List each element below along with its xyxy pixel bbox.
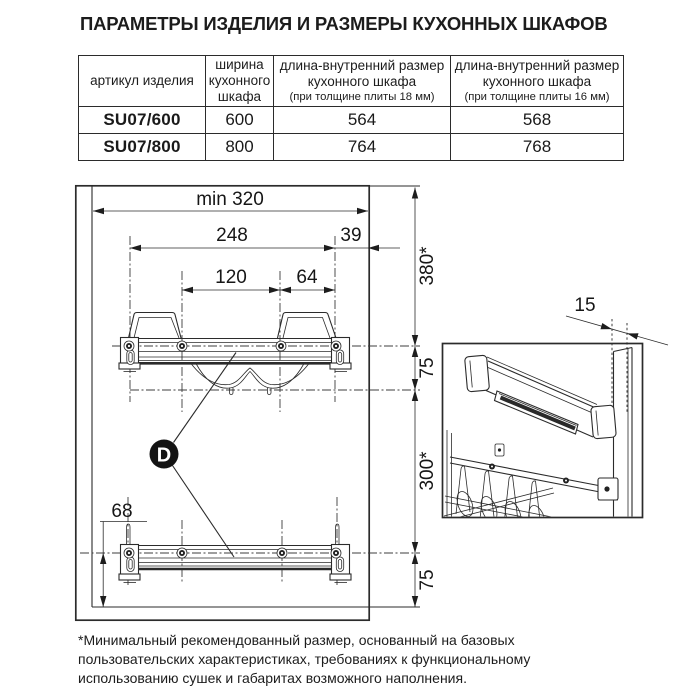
inset-drip-tray — [495, 391, 579, 434]
table-header-row — [79, 56, 624, 107]
dim-min320-label: min 320 — [196, 189, 264, 210]
dimension-15 — [566, 295, 668, 414]
header-article — [79, 56, 206, 107]
length16-cell: 568 — [451, 106, 624, 133]
page-title: ПАРАМЕТРЫ ИЗДЕЛИЯ И РАЗМЕРЫ КУХОННЫХ ШКАФОВ — [80, 13, 608, 34]
dim-248-label: 248 — [216, 225, 248, 246]
inset-mounting-plate — [465, 355, 617, 439]
dim-39-label: 39 — [340, 225, 362, 246]
dim-75-bottom-label: 75 — [417, 569, 438, 591]
table-row — [79, 133, 624, 160]
technical-drawing — [0, 160, 700, 630]
length16-cell: 768 — [451, 133, 624, 160]
dim-300-label: 300* — [417, 451, 438, 491]
detail-callout-d — [150, 353, 237, 558]
header-article-label: артикул изделия — [90, 72, 194, 88]
header-cabinet-width — [206, 56, 274, 107]
dimension-min320 — [93, 189, 368, 214]
header-length-16-sub: (при толщине плиты 16 мм) — [464, 90, 610, 103]
dimension-chain-right — [412, 188, 438, 608]
width-cell: 600 — [206, 106, 274, 133]
table-row — [79, 106, 624, 133]
length18-cell: 564 — [274, 106, 451, 133]
header-length-16-label: длина-внутренний размер кухонного шкафа — [454, 57, 620, 89]
header-length-18-label: длина-внутренний размер кухонного шкафа — [279, 57, 445, 89]
article-cell: SU07/600 — [79, 106, 206, 133]
dim-380-label: 380* — [417, 246, 438, 286]
dim-64-label: 64 — [296, 267, 318, 288]
dimension-39 — [340, 225, 379, 251]
header-length-18 — [274, 56, 451, 107]
dim-15-label: 15 — [574, 295, 596, 316]
header-cabinet-width-label: ширина кухонного шкафа — [208, 57, 271, 104]
footnote: *Минимальный рекомендованный размер, основанный на базовых пользовательских характеристиках, требованиях к функциональному использованию сушек и габаритах возможного наполнения. — [78, 632, 531, 687]
article-cell: SU07/800 — [79, 133, 206, 160]
header-length-18-sub: (при толщине плиты 18 мм) — [289, 90, 435, 103]
dim-120-label: 120 — [215, 267, 247, 288]
detail-d-label: D — [156, 444, 172, 467]
product-size-table — [78, 55, 624, 161]
width-cell: 800 — [206, 133, 274, 160]
dimension-64 — [280, 267, 335, 293]
length18-cell: 764 — [274, 133, 451, 160]
dim-68-label: 68 — [111, 501, 133, 522]
dim-75-top-label: 75 — [417, 357, 438, 379]
header-length-16 — [451, 56, 624, 107]
